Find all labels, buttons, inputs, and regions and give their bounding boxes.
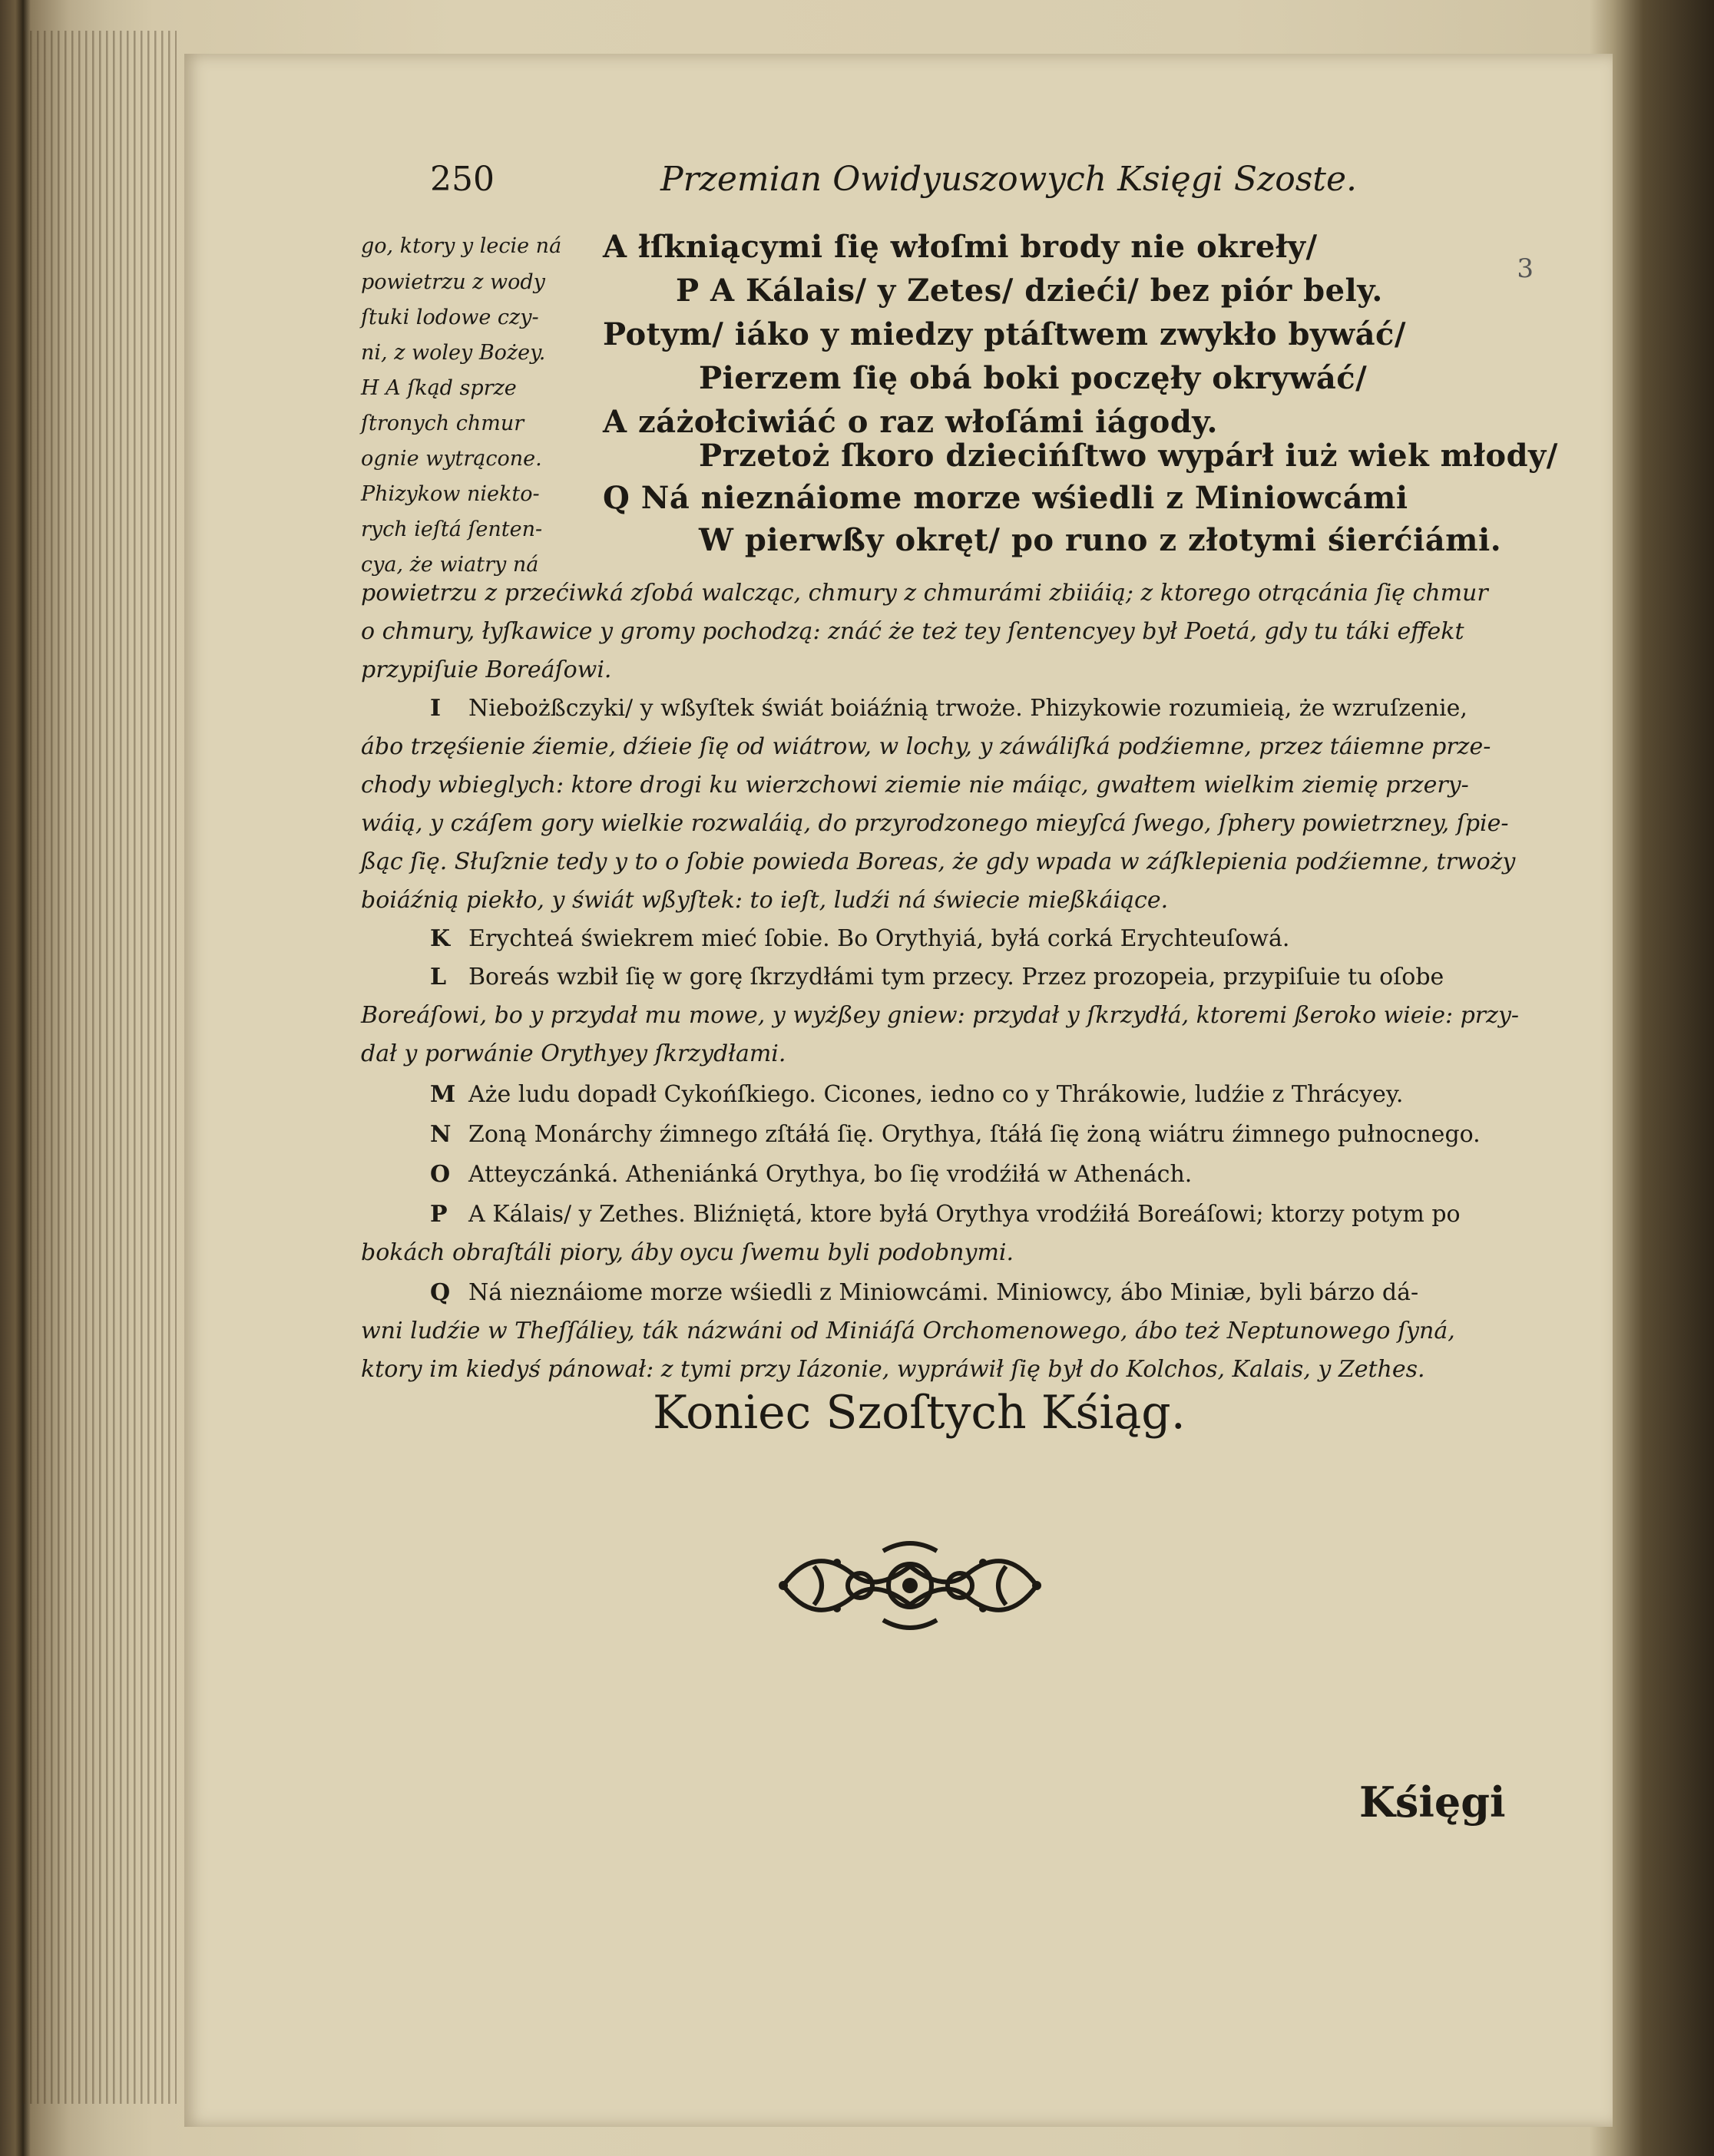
- note-letter: N: [430, 1121, 452, 1148]
- note-letter: M: [430, 1081, 456, 1108]
- catchword: Kśięgi: [1359, 1777, 1506, 1827]
- note-line: ßąc ſię. Słuſznie tedy y to o ſobie powieda Boreas, że gdy wpada w záſklepienia podźiemne, trwoży: [361, 848, 1516, 875]
- note-letter: O: [430, 1161, 451, 1188]
- verse-line: Przetoż ſkoro dziecińſtwo wypárł iuż wiek młody/: [699, 438, 1558, 474]
- margin-note: H A ſkąd sprze: [361, 376, 517, 400]
- margin-note: go, ktory y lecie ná: [361, 234, 562, 258]
- verse-line: Q Ná nieznáiome morze wśiedli z Miniowcámi: [603, 480, 1408, 516]
- verse-line: Pierzem ſię obá boki poczęły okrywáć/: [699, 360, 1368, 396]
- note-line: boiáźnią piekło, y świát wßyſtek: to ieſt, ludźi ná świecie mießkáiące.: [361, 887, 1169, 914]
- margin-note: ſtuki lodowe czy-: [361, 306, 539, 329]
- running-title: Przemian Owidyuszowych Księgi Szoste.: [660, 160, 1358, 199]
- verse-line: Potym/ iáko y miedzy ptáſtwem zwykło bywáć/: [603, 316, 1406, 352]
- note-letter: K: [430, 925, 451, 952]
- note-line: wni ludźie w Theſſáliey, ták názwáni od Miniáſá Orchomenowego, ábo też Neptunowego ſyná,: [361, 1318, 1455, 1344]
- verse-line: W pierwßy okręt/ po runo z złotymi śierćiámi.: [699, 522, 1502, 558]
- verse-line: A łſkniącymi ſię włoſmi brody nie okreły/: [603, 229, 1318, 265]
- page-edges-stack: [23, 31, 177, 2104]
- note-line: Niebożßczyki/ y wßyſtek świát boiáźnią trwoże. Phizykowie rozumieią, że wzruſzenie,: [468, 695, 1467, 722]
- margin-note: ni, z woley Bożey.: [361, 341, 546, 365]
- note-letter: I: [430, 695, 442, 722]
- margin-note: powietrzu z wody: [361, 270, 545, 294]
- body-line: o chmury, łyſkawice y gromy pochodzą: znáć że też tey ſentencyey był Poetá, gdy tu táki effekt: [361, 618, 1464, 645]
- note-letter: Q: [430, 1279, 451, 1306]
- note-line: Aże ludu dopadł Cykońſkiego. Cicones, iedno co y Thrákowie, ludźie z Thrácyey.: [468, 1081, 1404, 1108]
- end-of-book-title: Koniec Szoſtych Kśiąg.: [653, 1386, 1186, 1440]
- note-line: bokách obraſtáli piory, áby oycu ſwemu byli podobnymi.: [361, 1239, 1014, 1266]
- note-line: Boreás wzbił ſię w gorę ſkrzydłámi tym przecy. Przez prozopeia, przypiſuie tu oſobe: [468, 964, 1444, 990]
- note-line: dał y porwánie Orythyey ſkrzydłami.: [361, 1040, 786, 1067]
- margin-note: Phizykow niekto-: [361, 482, 540, 506]
- page-number: 250: [430, 160, 495, 199]
- note-line: Boreáſowi, bo y przydał mu mowe, y wyżßey gniew: przydał y ſkrzydłá, ktoremi ßeroko wieie: przy-: [361, 1002, 1520, 1029]
- margin-note: cya, że wiatry ná: [361, 553, 539, 577]
- body-line: powietrzu z przećiwká zſobá walcząc, chmury z chmurámi zbiiáią; z ktorego otrącánia ſię chmur: [361, 580, 1488, 607]
- note-letter: P: [430, 1201, 448, 1228]
- note-line: chody wbieglych: ktore drogi ku wierzchowi ziemie nie máiąc, gwałtem wielkim ziemię przery-: [361, 772, 1469, 799]
- note-line: Zoną Monárchy źimnego zſtáłá ſię. Orythya, ſtáłá ſię żoną wiátru źimnego pułnocnego.: [468, 1121, 1481, 1148]
- margin-note: ſtronych chmur: [361, 412, 524, 435]
- body-line: przypiſuie Boreáſowi.: [361, 656, 612, 683]
- margin-note: rych ieſtá ſenten-: [361, 518, 543, 541]
- printers-ornament-icon: [768, 1528, 1052, 1643]
- note-line: ábo trzęśienie źiemie, dźieie ſię od wiátrow, w lochy, y záwáliſká podźiemne, przez táiemne prze-: [361, 733, 1491, 760]
- stray-ink-mark: 3: [1517, 253, 1534, 284]
- verse-line: P A Kálais/ y Zetes/ dzieći/ bez piór bely.: [676, 273, 1383, 309]
- note-line: Ná nieznáiome morze wśiedli z Miniowcámi. Miniowcy, ábo Miniæ, byli bárzo dá-: [468, 1279, 1419, 1306]
- note-line: ktory im kiedyś pánował: z tymi przy Iázonie, wypráwił ſię był do Kolchos, Kalais, y Zethes.: [361, 1356, 1425, 1383]
- note-line: Erychteá świekrem mieć ſobie. Bo Orythyiá, byłá corká Erychteuſowá.: [468, 925, 1290, 952]
- note-line: A Kálais/ y Zethes. Bliźniętá, ktore byłá Orythya vrodźiłá Boreáſowi; ktorzy potym po: [468, 1201, 1461, 1228]
- verse-line: A záżołciwiáć o raz włoſámi iágody.: [603, 404, 1218, 440]
- margin-note: ognie wytrącone.: [361, 447, 542, 471]
- note-letter: L: [430, 964, 447, 990]
- note-line: wáią, y czáſem gory wielkie rozwaláią, do przyrodzonego mieyſcá ſwego, ſphery powietrzney, ſpie-: [361, 810, 1509, 837]
- note-line: Atteyczánká. Atheniánká Orythya, bo ſię vrodźiłá w Athenách.: [468, 1161, 1193, 1188]
